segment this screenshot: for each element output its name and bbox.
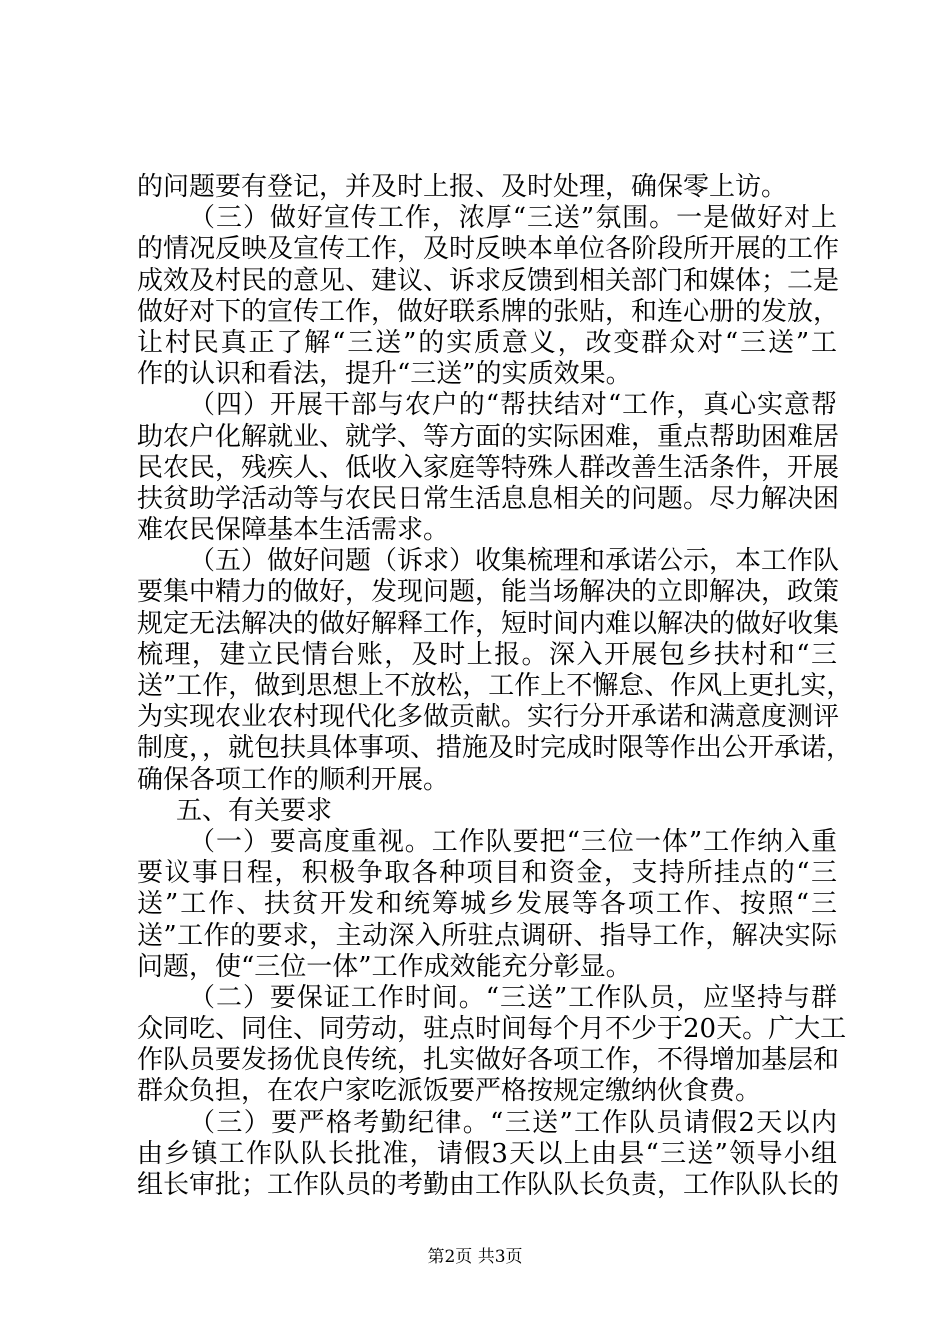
body-line: 成效及村民的意见、建议、诉求反馈到相关部门和媒体；二是 bbox=[137, 265, 840, 296]
body-line: 民农民，残疾人、低收入家庭等特殊人群改善生活条件，开展 bbox=[137, 452, 840, 483]
body-line: 要集中精力的做好，发现问题，能当场解决的立即解决，政策 bbox=[137, 577, 840, 608]
body-line: （二）要保证工作时间。“三送”工作队员，应坚持与群 bbox=[189, 982, 837, 1013]
body-line: 作队员要发扬优良传统，扎实做好各项工作，不得增加基层和 bbox=[137, 1045, 840, 1076]
body-line: 送”工作，做到思想上不放松，工作上不懈怠、作风上更扎实， bbox=[137, 671, 853, 701]
body-line: 群众负担，在农户家吃派饭要严格按规定缴纳伙食费。 bbox=[137, 1076, 762, 1107]
page-footer: 第2页 共3页 bbox=[427, 1247, 523, 1267]
body-line: 的问题要有登记，并及时上报、及时处理，确保零上访。 bbox=[137, 172, 788, 202]
body-line: 助农户化解就业、就学、等方面的实际困难，重点帮助困难居 bbox=[137, 421, 840, 452]
body-line: 问题，使“三位一体”工作成效能充分彰显。 bbox=[137, 951, 632, 982]
body-line: 制度，，就包扶具体事项、措施及时完成时限等作出公开承诺， bbox=[137, 733, 853, 764]
body-line: 扶贫助学活动等与农民日常生活息息相关的问题。尽力解决困 bbox=[137, 483, 840, 514]
body-line: 难农民保障基本生活需求。 bbox=[137, 515, 450, 546]
body-line: （三）做好宣传工作，浓厚“三送”氛围。一是做好对上 bbox=[189, 203, 837, 234]
body-line: 做好对下的宣传工作，做好联系牌的张贴，和连心册的发放， bbox=[137, 296, 840, 327]
body-line: 确保各项工作的顺利开展。 bbox=[137, 764, 450, 795]
body-line: 组长审批；工作队员的考勤由工作队队长负责，工作队队长的 bbox=[137, 1170, 840, 1200]
body-line: 要议事日程，积极争取各种项目和资金，支持所挂点的“三 bbox=[137, 858, 837, 889]
body-line: （一）要高度重视。工作队要把“三位一体”工作纳入重 bbox=[189, 826, 837, 857]
body-line: 作的认识和看法，提升“三送”的实质效果。 bbox=[137, 359, 632, 390]
body-line: （四）开展干部与农户的“帮扶结对“工作，真心实意帮 bbox=[189, 390, 837, 421]
section-heading: 五、有关要求 bbox=[176, 795, 333, 826]
body-line: 送”工作的要求，主动深入所驻点调研、指导工作，解决实际 bbox=[137, 920, 837, 951]
body-line: 由乡镇工作队队长批准，请假3天以上由县“三送”领导小组 bbox=[137, 1138, 837, 1169]
body-line: 规定无法解决的做好解释工作，短时间内难以解决的做好收集 bbox=[137, 608, 840, 639]
body-line: （五）做好问题（诉求）收集梳理和承诺公示，本工作队 bbox=[189, 546, 840, 577]
body-line: 的情况反映及宣传工作，及时反映本单位各阶段所开展的工作 bbox=[137, 234, 840, 265]
body-line: （三）要严格考勤纪律。“三送”工作队员请假2天以内 bbox=[189, 1107, 837, 1138]
body-line: 送”工作、扶贫开发和统筹城乡发展等各项工作、按照“三 bbox=[137, 889, 837, 920]
body-line: 众同吃、同住、同劳动，驻点时间每个月不少于20天。广大工 bbox=[137, 1014, 847, 1045]
body-line: 让村民真正了解“三送”的实质意义，改变群众对“三送”工 bbox=[137, 327, 837, 358]
body-line: 梳理，建立民情台账，及时上报。深入开展包乡扶村和“三 bbox=[137, 639, 837, 670]
body-line: 为实现农业农村现代化多做贡献。实行分开承诺和满意度测评 bbox=[137, 702, 840, 733]
